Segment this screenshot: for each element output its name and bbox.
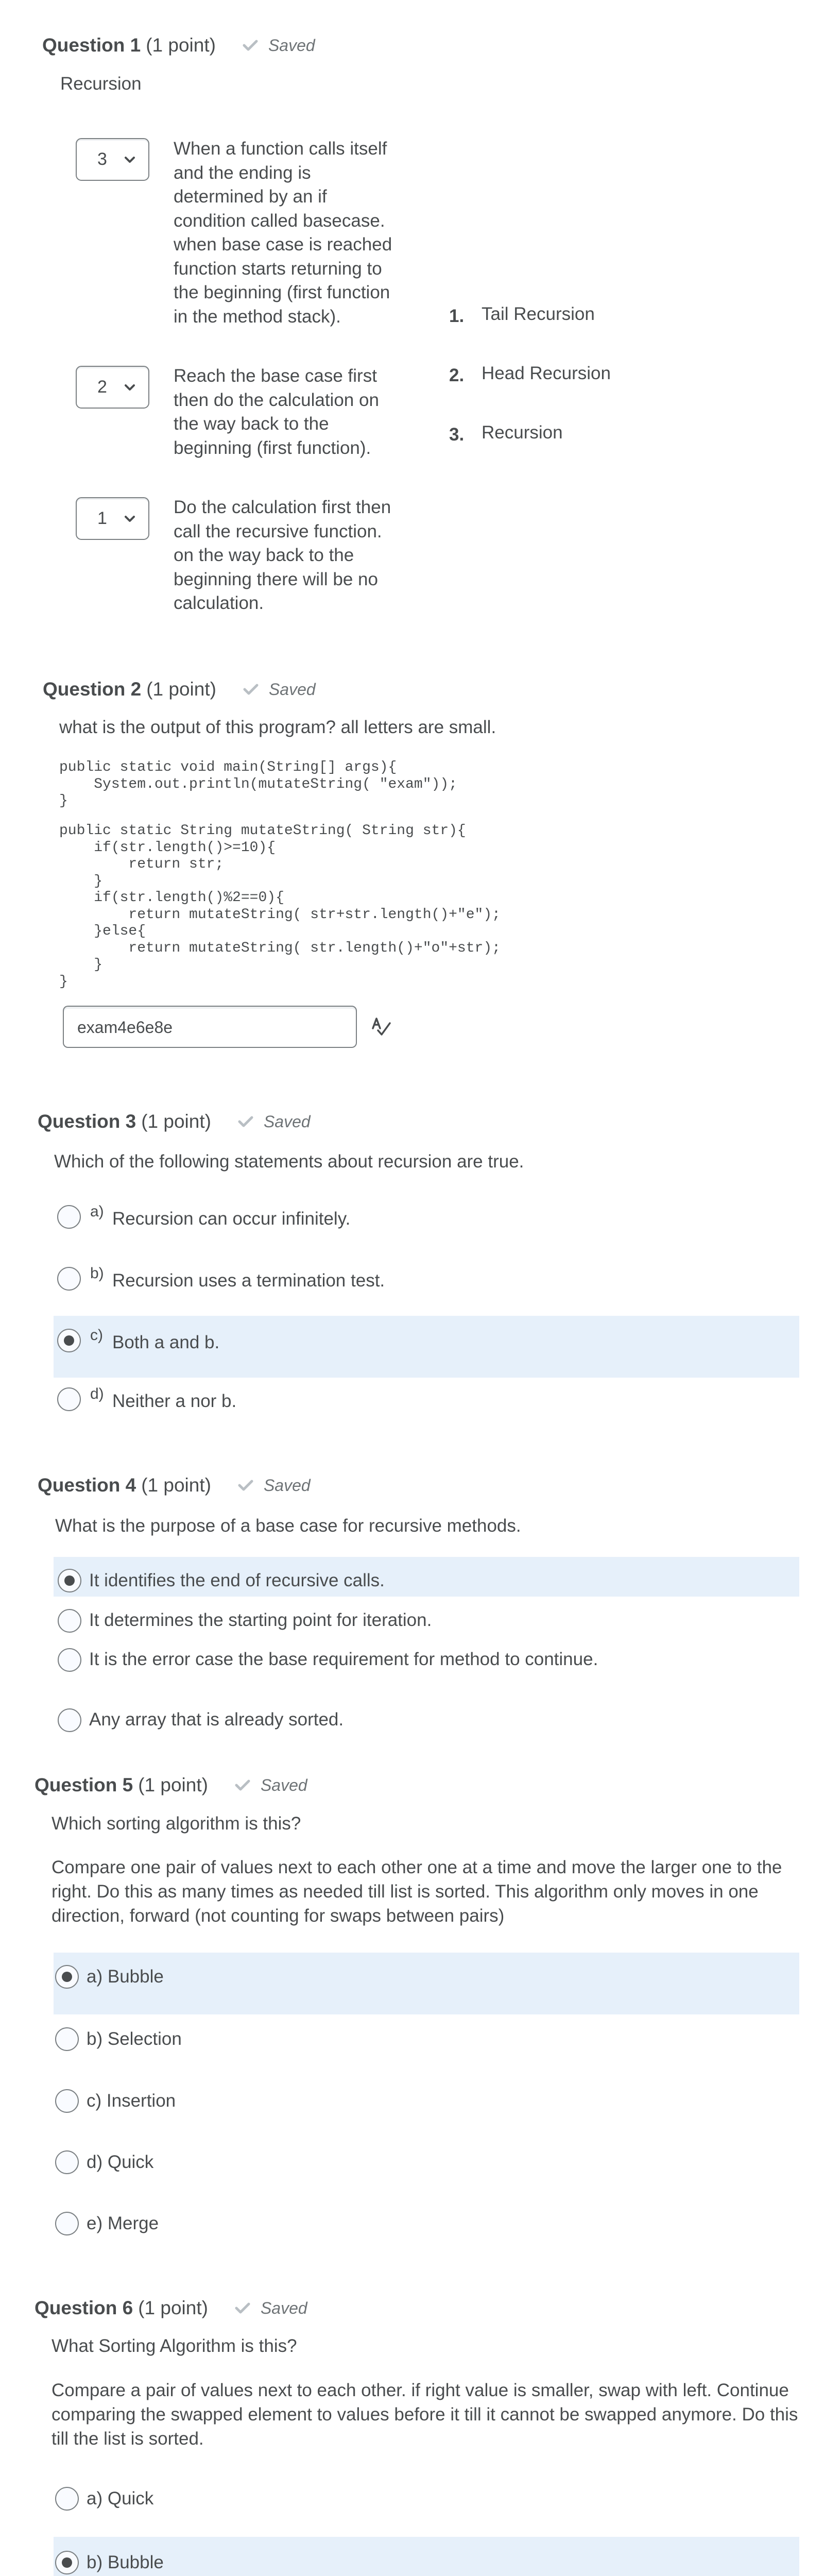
question-points: (1 point) xyxy=(146,35,216,56)
option-text: It determines the starting point for iteration. xyxy=(89,1610,432,1630)
choice-number: 3. xyxy=(449,425,465,445)
question-points: (1 point) xyxy=(141,1111,211,1132)
match-item-text: Do the calculation first then call the recursive function. on the way back to the beginning there will be no calculation. xyxy=(174,497,391,613)
question-title: Question 5 xyxy=(35,1774,133,1795)
saved-label: Saved xyxy=(268,680,316,699)
radio-button-selected[interactable] xyxy=(58,1569,81,1592)
question-prompt: Which of the following statements about recursion are true. xyxy=(54,1151,524,1172)
option-text: a) Quick xyxy=(87,2488,154,2509)
dropdown-value: 3 xyxy=(97,149,107,169)
option-text: Neither a nor b. xyxy=(112,1391,237,1411)
checkmark-icon xyxy=(238,1479,253,1492)
radio-button[interactable] xyxy=(55,2212,79,2235)
question-prompt: what is the output of this program? all letters are small. xyxy=(59,717,496,737)
question-description: Compare one pair of values next to each other one at a time and move the larger one to the right. Do this as many times as needed till list is sorted. This algorithm only moves in one direction, forward (not counting for swaps between pairs) xyxy=(52,1857,782,1926)
option-text: It identifies the end of recursive calls. xyxy=(89,1570,385,1590)
selected-option-highlight xyxy=(54,2537,799,2576)
saved-label: Saved xyxy=(268,36,315,55)
question-prompt: What Sorting Algorithm is this? xyxy=(52,2336,297,2356)
saved-label: Saved xyxy=(263,1112,311,1131)
question-header xyxy=(38,1474,311,1497)
checkmark-icon xyxy=(243,39,258,52)
radio-button[interactable] xyxy=(57,1205,81,1229)
option-text: b) Selection xyxy=(87,2029,182,2049)
question-header xyxy=(43,678,316,701)
question-title: Question 3 xyxy=(38,1111,136,1132)
option-text: a) Bubble xyxy=(87,1967,164,1987)
question-prompt: What is the purpose of a base case for recursive methods. xyxy=(55,1516,521,1536)
choice-number: 2. xyxy=(449,365,465,385)
match-dropdown[interactable] xyxy=(76,366,149,409)
question-points: (1 point) xyxy=(138,1774,208,1795)
question-header xyxy=(38,1110,311,1133)
option-letter: b) xyxy=(90,1265,104,1282)
option-letter: a) xyxy=(90,1203,104,1220)
question-title: Question 4 xyxy=(38,1475,136,1496)
radio-button[interactable] xyxy=(57,1387,81,1411)
checkmark-icon xyxy=(243,683,259,696)
dropdown-value: 2 xyxy=(97,377,107,397)
option-text: e) Merge xyxy=(87,2213,159,2233)
saved-status xyxy=(243,34,315,57)
option-text: Any array that is already sorted. xyxy=(89,1709,344,1730)
answer-input[interactable] xyxy=(77,1016,345,1039)
radio-button[interactable] xyxy=(55,2150,79,2174)
radio-button[interactable] xyxy=(55,2487,79,2511)
question-title: Question 2 xyxy=(43,679,142,700)
option-text: Recursion uses a termination test. xyxy=(112,1270,385,1291)
radio-button[interactable] xyxy=(58,1648,81,1672)
saved-status xyxy=(238,1474,311,1497)
match-dropdown[interactable] xyxy=(76,138,149,181)
chevron-down-icon xyxy=(124,381,136,394)
match-item-text: When a function calls itself and the ending is determined by an if condition called basecase. when base case is reached function starts returning to the beginning (first function in the method stack). xyxy=(174,139,392,327)
radio-button[interactable] xyxy=(58,1708,81,1732)
selected-option-highlight xyxy=(54,1953,799,2014)
radio-button-selected[interactable] xyxy=(55,2551,79,2574)
saved-status xyxy=(238,1110,311,1133)
spellcheck-icon[interactable] xyxy=(372,1017,391,1037)
chevron-down-icon xyxy=(124,154,136,166)
radio-button[interactable] xyxy=(57,1267,81,1291)
saved-label: Saved xyxy=(260,1776,307,1794)
dropdown-value: 1 xyxy=(97,509,107,528)
question-prompt: Recursion xyxy=(60,74,142,94)
option-text: d) Quick xyxy=(87,2152,154,2172)
question-header xyxy=(42,34,315,57)
saved-status xyxy=(235,1774,307,1797)
radio-button[interactable] xyxy=(58,1609,81,1633)
radio-button[interactable] xyxy=(55,2027,79,2051)
question-points: (1 point) xyxy=(141,1475,211,1496)
choice-label: Head Recursion xyxy=(482,363,611,383)
checkmark-icon xyxy=(238,1115,253,1128)
choice-label: Tail Recursion xyxy=(482,304,595,324)
question-title: Question 1 xyxy=(42,35,141,56)
question-points: (1 point) xyxy=(138,2297,208,2318)
question-description: Compare a pair of values next to each other. if right value is smaller, swap with left. Continue comparing the swapped element to values before it till it cannot be swapped anymore. Do this till the list is sorted. xyxy=(52,2380,798,2449)
option-letter: c) xyxy=(90,1327,103,1344)
radio-button-selected[interactable] xyxy=(55,1965,79,1989)
chevron-down-icon xyxy=(124,513,136,525)
option-text: Recursion can occur infinitely. xyxy=(112,1209,351,1229)
code-block: public static void main(String[] args){ System.out.println(mutateString( "exam")); } xyxy=(59,759,457,809)
saved-label: Saved xyxy=(263,1476,311,1495)
question-header xyxy=(35,2297,307,2319)
answer-field[interactable] xyxy=(63,1006,357,1048)
option-letter: d) xyxy=(90,1385,104,1402)
question-title: Question 6 xyxy=(35,2297,133,2318)
saved-label: Saved xyxy=(260,2299,307,2317)
radio-button-selected[interactable] xyxy=(57,1329,81,1352)
saved-status xyxy=(235,2297,307,2319)
option-text: Both a and b. xyxy=(112,1332,220,1352)
code-block: public static String mutateString( String str){ if(str.length()>=10){ return str; } if(str.length()%2==0){ return mutateString( str+str.length()+"e"); }else{ return mutateString( str.length()+"o"+str); } } xyxy=(59,823,501,990)
checkmark-icon xyxy=(235,2302,250,2314)
match-item-text: Reach the base case first then do the calculation on the way back to the beginning (first function). xyxy=(174,366,379,458)
choice-label: Recursion xyxy=(482,422,563,443)
question-header xyxy=(35,1774,307,1797)
checkmark-icon xyxy=(235,1779,250,1791)
radio-button[interactable] xyxy=(55,2089,79,2113)
choice-number: 1. xyxy=(449,306,465,326)
option-text: b) Bubble xyxy=(87,2552,164,2572)
question-points: (1 point) xyxy=(146,679,216,700)
option-text: c) Insertion xyxy=(87,2091,176,2111)
saved-status xyxy=(243,678,316,701)
match-dropdown[interactable] xyxy=(76,497,149,540)
option-text: It is the error case the base requirement for method to continue. xyxy=(89,1649,598,1669)
question-prompt: Which sorting algorithm is this? xyxy=(52,1814,301,1834)
